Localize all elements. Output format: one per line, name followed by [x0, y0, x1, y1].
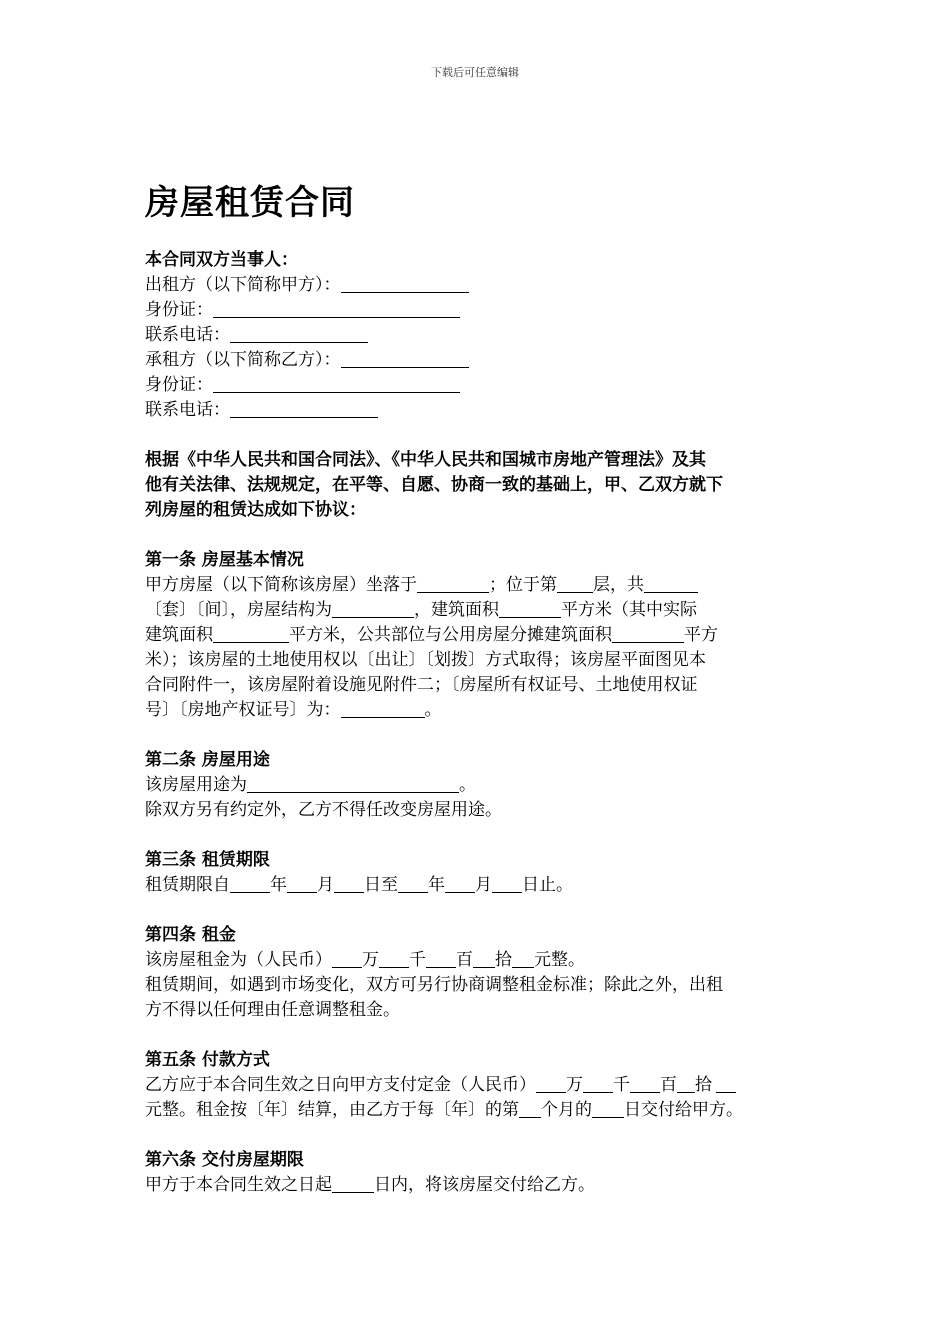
actual-area-blank[interactable]: [213, 625, 289, 643]
rent-wan-blank[interactable]: [332, 950, 362, 968]
article2-line: 除双方另有约定外，乙方不得任改变房屋用途。: [145, 800, 502, 820]
page-header-note: 下载后可任意编辑: [431, 66, 519, 79]
preamble-line: 根据《中华人民共和国合同法》、《中华人民共和国城市房地产管理法》及其: [145, 450, 706, 470]
article1-line: 〔套〕〔间〕，房屋结构为 ，建筑面积 平方米（其中实际: [145, 600, 697, 620]
parties-heading: 本合同双方当事人：: [145, 250, 298, 270]
lessor-phone-blank[interactable]: [230, 325, 368, 343]
article5-line: 元整。租金按〔年〕结算，由乙方于每〔年〕的第 个月的 日交付给甲方。: [145, 1100, 743, 1120]
lessee-id-line: 身份证：: [145, 373, 810, 398]
deposit-bai-blank[interactable]: [630, 1075, 660, 1093]
article6-heading: 第六条 交付房屋期限: [145, 1150, 304, 1170]
lessee-phone-line: 联系电话：: [145, 398, 810, 423]
rent-yuan-blank[interactable]: [512, 950, 534, 968]
lessee-line: 承租方（以下简称乙方）：: [145, 348, 810, 373]
rent-qian-blank[interactable]: [379, 950, 409, 968]
lessee-id-blank[interactable]: [213, 375, 460, 393]
article1-line: 米）；该房屋的土地使用权以〔出让〕〔划拨〕方式取得；该房屋平面图见本: [145, 650, 706, 670]
rent-shi-blank[interactable]: [473, 950, 495, 968]
article3-line: 租赁期限自 年 月 日至 年 月 日止。: [145, 875, 573, 895]
end-day-blank[interactable]: [492, 875, 522, 893]
lessor-line: 出租方（以下简称甲方）：: [145, 273, 810, 298]
shared-area-blank[interactable]: [612, 625, 684, 643]
article1-line: 合同附件一，该房屋附着设施见附件二；〔房屋所有权证号、土地使用权证: [145, 675, 698, 695]
lessor-id-blank[interactable]: [213, 300, 460, 318]
usage-blank[interactable]: [247, 775, 459, 793]
deposit-yuan-blank[interactable]: [716, 1075, 736, 1093]
article4-line: 方不得以任何理由任意调整租金。: [145, 1000, 400, 1020]
pay-day-blank[interactable]: [592, 1100, 624, 1118]
deposit-qian-blank[interactable]: [583, 1075, 613, 1093]
article5-heading: 第五条 付款方式: [145, 1050, 270, 1070]
article2-heading: 第二条 房屋用途: [145, 750, 270, 770]
lessor-blank[interactable]: [341, 275, 469, 293]
preamble-line: 列房屋的租赁达成如下协议：: [145, 500, 366, 520]
article1-line: 号〕〔房地产权证号〕为： 。: [145, 700, 442, 720]
deposit-wan-blank[interactable]: [536, 1075, 566, 1093]
total-blank[interactable]: [644, 575, 698, 593]
start-year-blank[interactable]: [230, 875, 270, 893]
article5-line: 乙方应于本合同生效之日向甲方支付定金（人民币） 万 千 百 拾: [145, 1073, 810, 1098]
building-area-blank[interactable]: [499, 600, 561, 618]
article1-heading: 第一条 房屋基本情况: [145, 550, 304, 570]
lessee-phone-blank[interactable]: [230, 400, 378, 418]
rent-bai-blank[interactable]: [426, 950, 456, 968]
article6-line: 甲方于本合同生效之日起 日内，将该房屋交付给乙方。: [145, 1175, 595, 1195]
article3-heading: 第三条 租赁期限: [145, 850, 270, 870]
lessor-phone-line: 联系电话：: [145, 323, 810, 348]
article2-line: 该房屋用途为 。: [145, 775, 476, 795]
location-blank[interactable]: [417, 575, 489, 593]
article4-line: 租赁期间，如遇到市场变化，双方可另行协商调整租金标准；除此之外，出租: [145, 975, 723, 995]
preamble-line: 他有关法律、法规规定，在平等、自愿、协商一致的基础上，甲、乙双方就下: [145, 475, 723, 495]
article4-line: 该房屋租金为（人民币） 万 千 百 拾 元整。: [145, 950, 585, 970]
article1-line: 建筑面积 平方米，公共部位与公用房屋分摊建筑面积 平方: [145, 625, 718, 645]
start-day-blank[interactable]: [334, 875, 364, 893]
article1-line: 甲方房屋（以下简称该房屋）坐落于 ；位于第 层，共: [145, 573, 810, 598]
start-month-blank[interactable]: [287, 875, 317, 893]
lessor-id-line: 身份证：: [145, 298, 810, 323]
deposit-shi-blank[interactable]: [677, 1075, 695, 1093]
pay-month-blank[interactable]: [519, 1100, 541, 1118]
end-month-blank[interactable]: [445, 875, 475, 893]
article4-heading: 第四条 租金: [145, 925, 236, 945]
end-year-blank[interactable]: [398, 875, 428, 893]
lessee-blank[interactable]: [341, 350, 469, 368]
document-title: 房屋租赁合同: [145, 183, 355, 223]
delivery-days-blank[interactable]: [332, 1175, 374, 1193]
structure-blank[interactable]: [332, 600, 414, 618]
certificate-blank[interactable]: [341, 700, 425, 718]
contract-body: [145, 248, 810, 1198]
floor-blank[interactable]: [557, 575, 593, 593]
